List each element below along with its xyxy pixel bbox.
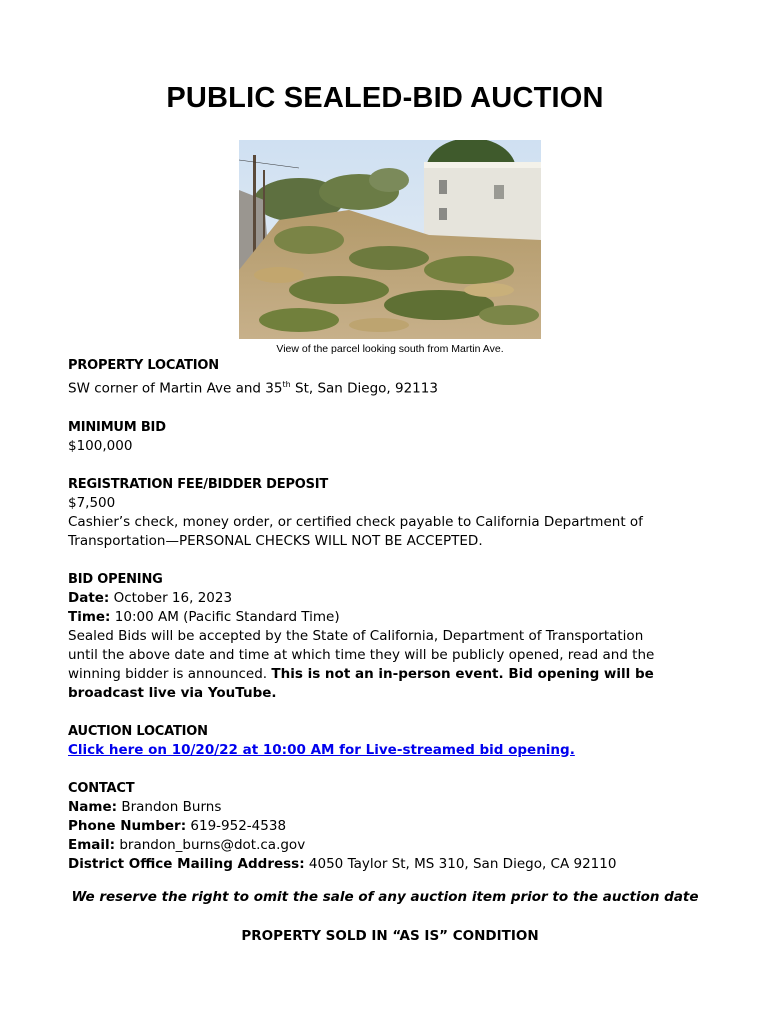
time-value: 10:00 AM (Pacific Standard Time) bbox=[110, 608, 340, 625]
auction-location-section bbox=[68, 722, 718, 760]
bid-opening-heading: BID OPENING bbox=[68, 571, 163, 587]
reservation-notice: We reserve the right to omit the sale of any auction item prior to the auction date bbox=[71, 889, 699, 905]
auction-location-heading: AUCTION LOCATION bbox=[68, 723, 208, 739]
bid-opening-date bbox=[68, 589, 718, 608]
parcel-photo bbox=[239, 140, 541, 339]
mailing-address-value: 4050 Taylor St, MS 310, San Diego, CA 92110 bbox=[304, 855, 617, 872]
bid-opening-line3 bbox=[68, 665, 718, 684]
name-value: Brandon Burns bbox=[117, 798, 222, 815]
bid-opening-line1: Sealed Bids will be accepted by the State of California, Department of Transportation bbox=[68, 627, 644, 644]
bid-opening-line2: until the above date and time at which time they will be publicly opened, read and the bbox=[68, 646, 655, 663]
page-title: PUBLIC SEALED-BID AUCTION bbox=[166, 82, 604, 114]
minimum-bid-section bbox=[68, 418, 718, 456]
address-part1: SW corner of Martin Ave and 35 bbox=[68, 380, 283, 397]
bid-opening-time bbox=[68, 608, 718, 627]
phone-label: Phone Number: bbox=[68, 817, 187, 834]
bid-opening-line4: broadcast live via YouTube. bbox=[68, 684, 277, 701]
as-is-notice: PROPERTY SOLD IN “AS IS” CONDITION bbox=[241, 928, 539, 944]
document-body bbox=[68, 356, 718, 893]
property-location-heading: PROPERTY LOCATION bbox=[68, 358, 219, 373]
contact-address bbox=[68, 855, 718, 874]
registration-section bbox=[68, 475, 718, 551]
minimum-bid-heading: MINIMUM BID bbox=[68, 419, 166, 435]
photo-caption: View of the parcel looking south from Martin Ave. bbox=[276, 343, 504, 355]
contact-phone bbox=[68, 817, 718, 836]
property-location-section bbox=[68, 356, 718, 399]
registration-line2: Transportation—PERSONAL CHECKS WILL NOT BE ACCEPTED. bbox=[68, 532, 483, 549]
address-part2: St, San Diego, 92113 bbox=[290, 380, 438, 397]
contact-name bbox=[68, 798, 718, 817]
contact-heading: CONTACT bbox=[68, 780, 135, 796]
time-label: Time: bbox=[68, 608, 111, 625]
livestream-link[interactable]: Click here on 10/20/22 at 10:00 AM for Live-streamed bid opening. bbox=[68, 741, 575, 758]
date-label: Date: bbox=[68, 589, 110, 606]
minimum-bid-value: $100,000 bbox=[68, 437, 133, 454]
line3-normal: winning bidder is announced. bbox=[68, 665, 272, 682]
registration-line1: Cashier’s check, money order, or certified check payable to California Department of bbox=[68, 513, 643, 530]
phone-value: 619-952-4538 bbox=[186, 817, 287, 834]
date-value: October 16, 2023 bbox=[109, 589, 233, 606]
contact-section bbox=[68, 779, 718, 874]
line3-bold: This is not an in-person event. Bid opening will be bbox=[271, 665, 654, 682]
bid-opening-section bbox=[68, 570, 718, 703]
contact-email bbox=[68, 836, 718, 855]
property-address bbox=[68, 375, 718, 399]
registration-amount: $7,500 bbox=[68, 494, 116, 511]
parcel-photo-image bbox=[239, 140, 541, 339]
email-label: Email: bbox=[68, 836, 116, 853]
mailing-address-label: District Office Mailing Address: bbox=[68, 855, 305, 872]
email-value: brandon_burns@dot.ca.gov bbox=[115, 836, 306, 853]
name-label: Name: bbox=[68, 798, 118, 815]
address-sup: th bbox=[282, 380, 291, 389]
registration-heading: REGISTRATION FEE/BIDDER DEPOSIT bbox=[68, 476, 329, 492]
